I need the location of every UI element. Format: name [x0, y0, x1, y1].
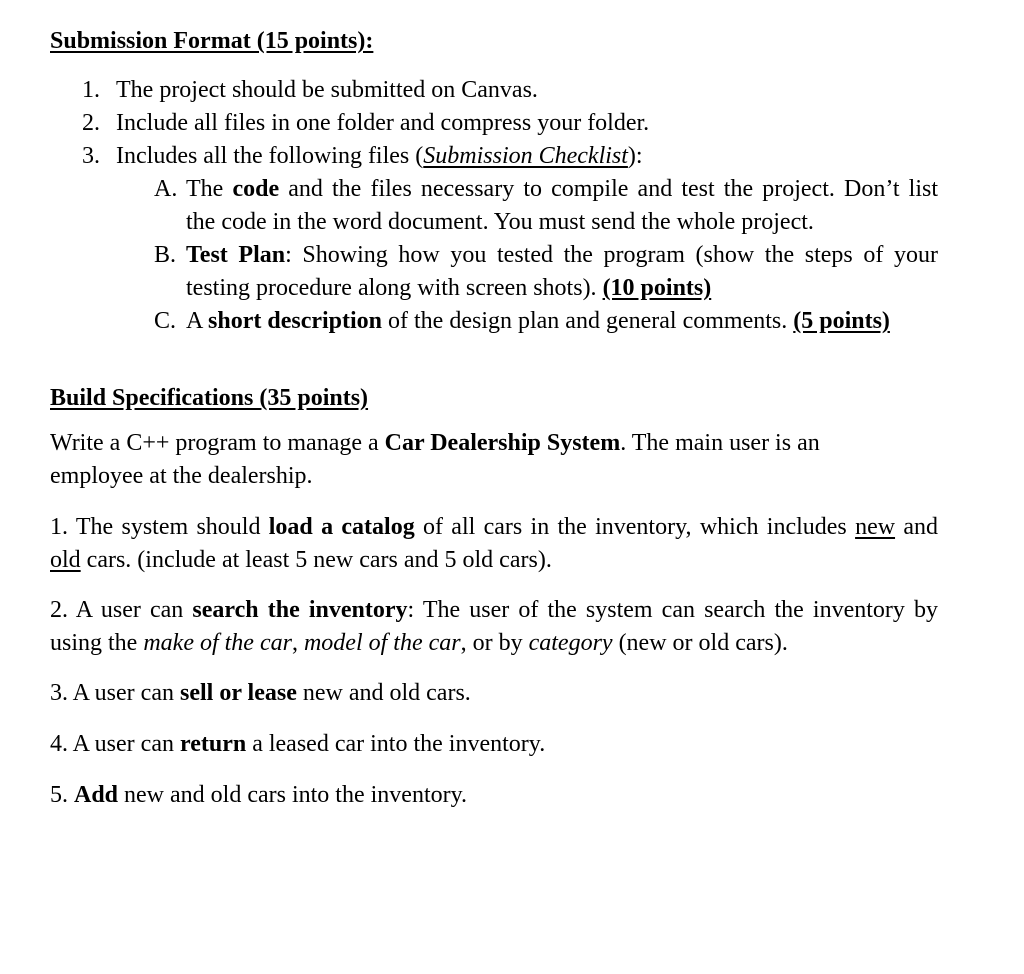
bold-text: Add: [74, 782, 119, 808]
bold-text: load a catalog: [268, 514, 415, 540]
text: (new or old cars).: [612, 630, 788, 656]
bold-text: search the inventory: [192, 597, 408, 623]
bold-text: Test Plan: [186, 242, 286, 268]
bold-text: short description: [208, 308, 383, 334]
list-text: The project should be submitted on Canvas.: [116, 77, 538, 103]
submission-heading: Submission Format (15 points):: [50, 28, 374, 54]
points-label: (10 points): [602, 275, 712, 301]
submission-checklist-link[interactable]: Submission Checklist: [423, 143, 628, 169]
build-heading: Build Specifications (35 points): [50, 385, 369, 411]
text: , or by: [460, 630, 529, 656]
text: ,: [291, 630, 304, 656]
spec-3: [50, 677, 471, 710]
text: new and old cars into the inventory.: [118, 782, 468, 808]
underlined-text: new: [855, 514, 896, 540]
list-number: 1.: [82, 77, 100, 103]
submission-item-1: [82, 74, 538, 107]
bold-text: code: [232, 176, 280, 202]
list-number: 2.: [82, 110, 100, 136]
text: 3. A user can: [50, 680, 180, 706]
bold-text: return: [179, 731, 247, 757]
text: 4. A user can: [50, 731, 180, 757]
points-label: (5 points): [793, 308, 890, 334]
text: A: [186, 308, 209, 334]
spec-5: [50, 779, 467, 812]
text: 5.: [50, 782, 74, 808]
spec-2-line2: [50, 627, 788, 660]
text: a leased car into the inventory.: [246, 731, 546, 757]
text: and the files necessary to compile and test the project. Don’t list: [279, 176, 939, 202]
list-text: Includes all the following files (: [116, 143, 424, 169]
text: 2. A user can: [50, 597, 193, 623]
text: of all cars in the inventory, which includes: [414, 514, 856, 540]
text: The: [186, 176, 233, 202]
spec-1-line1: [50, 511, 938, 544]
list-text: ):: [627, 143, 643, 169]
build-intro-line1: [50, 427, 820, 460]
list-text: Include all files in one folder and compress your folder.: [116, 110, 650, 136]
italic-text: make of the car: [143, 630, 292, 656]
spec-4: [50, 728, 545, 761]
text: and: [895, 514, 938, 540]
text: : The user of the system can search the inventory by: [407, 597, 938, 623]
text: new and old cars.: [296, 680, 471, 706]
italic-text: category: [528, 630, 613, 656]
italic-text: model of the car: [303, 630, 461, 656]
bold-text: Car Dealership System: [384, 430, 621, 456]
text: : Showing how you tested the program (show the steps of your: [285, 242, 939, 268]
text: cars. (include at least 5 new cars and 5 old cars).: [80, 547, 552, 573]
sub-item-letter: A.: [154, 176, 178, 202]
spec-1-line2: [50, 544, 552, 577]
bold-text: sell or lease: [179, 680, 297, 706]
submission-item-3: [82, 140, 643, 173]
text: Write a C++ program to manage a: [50, 430, 385, 456]
sub-item-letter: C.: [154, 308, 177, 334]
sub-item-a-line1: [154, 173, 938, 206]
underlined-text: old: [50, 547, 81, 573]
sub-item-c: [154, 305, 890, 338]
sub-item-a-line2: the code in the word document. You must send the whole project.: [186, 209, 814, 235]
sub-item-b-line1: [154, 239, 938, 272]
submission-item-2: [82, 107, 649, 140]
text: . The main user is an: [620, 430, 820, 456]
list-number: 3.: [82, 143, 100, 169]
text: using the: [50, 630, 144, 656]
sub-item-letter: B.: [154, 242, 177, 268]
text: 1. The system should: [50, 514, 269, 540]
text: of the design plan and general comments.: [382, 308, 794, 334]
text: testing procedure along with screen shots).: [186, 275, 603, 301]
spec-2-line1: [50, 594, 938, 627]
build-intro-line2: employee at the dealership.: [50, 463, 313, 489]
sub-item-b-line2: [186, 272, 711, 305]
